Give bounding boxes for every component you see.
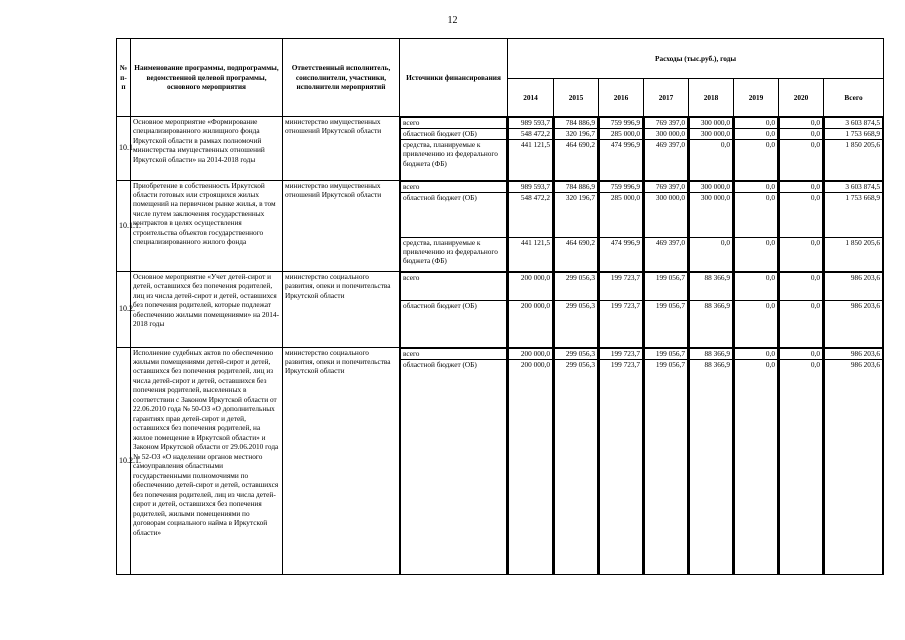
funding-source: областной бюджет (ОБ) [401,192,507,237]
page-number: 12 [447,15,458,26]
expense-value: 3 603 874,5 [825,181,883,192]
expense-value: 88 366,9 [690,359,733,574]
funding-source: всего [401,273,507,301]
table-row [117,117,884,181]
expense-value: 986 203,6 [825,273,883,301]
expense-value: 0,0 [780,181,823,192]
expense-value: 320 196,7 [555,129,598,140]
row-executor: министерство социального развития, опеки и попечительства Иркутской области [283,347,400,575]
expense-value: 0,0 [780,192,823,237]
expense-value: 784 886,9 [555,181,598,192]
expense-value: 0,0 [735,301,778,347]
expense-value: 0,0 [780,348,823,359]
expense-value: 0,0 [780,301,823,347]
expense-value: 320 196,7 [555,192,598,237]
funding-source: областной бюджет (ОБ) [401,359,507,574]
expense-value: 285 000,0 [600,192,643,237]
expense-value: 88 366,9 [690,273,733,301]
expense-value: 300 000,0 [690,181,733,192]
expense-value: 0,0 [780,359,823,574]
expense-value: 0,0 [735,359,778,574]
table-row [117,180,884,272]
expense-value: 759 996,9 [600,181,643,192]
expense-value: 0,0 [690,237,733,271]
row-program-name: Основное мероприятие «Учет детей-сирот и детей, оставшихся без попечения родителей, лиц из числа детей-сирот и детей, оставшихся без попечения родителей, которые подлежат обеспечению жилыми помещениями» на 2014-2018 годы [131,272,283,348]
row-number: 10.2. [117,272,131,348]
expense-value: 464 690,2 [555,140,598,180]
header-year: 2016 [599,79,644,117]
expense-value: 474 996,9 [600,237,643,271]
expense-value: 469 397,0 [645,140,688,180]
header-year: 2015 [554,79,599,117]
expense-value: 1 850 205,6 [825,237,883,271]
expense-value: 199 723,7 [600,359,643,574]
expense-value: 299 056,3 [555,301,598,347]
expense-value: 299 056,3 [555,348,598,359]
expense-value: 200 000,0 [509,348,553,359]
expense-value: 300 000,0 [690,129,733,140]
expense-value: 1 850 205,6 [825,140,883,180]
expense-value: 548 472,2 [509,192,553,237]
funding-source: всего [401,181,507,192]
expense-value: 1 753 668,9 [825,129,883,140]
expense-value: 986 203,6 [825,359,883,574]
expense-value: 199 723,7 [600,273,643,301]
header-year: 2018 [689,79,734,117]
expense-value: 464 690,2 [555,237,598,271]
expense-value: 1 753 668,9 [825,192,883,237]
expense-value: 0,0 [735,118,778,129]
funding-source: областной бюджет (ОБ) [401,301,507,347]
expense-value: 0,0 [780,140,823,180]
header-expenses: Расходы (тыс.руб.), годы [508,39,884,79]
expense-value: 88 366,9 [690,348,733,359]
expense-value: 441 121,5 [509,140,553,180]
expense-value: 285 000,0 [600,129,643,140]
row-number: 10.2.1. [117,347,131,575]
header-year: 2019 [734,79,779,117]
expense-value: 199 056,7 [645,301,688,347]
expense-value: 3 603 874,5 [825,118,883,129]
expense-value: 0,0 [735,140,778,180]
funding-source: всего [401,118,507,129]
funding-source: областной бюджет (ОБ) [401,129,507,140]
expense-value: 0,0 [735,237,778,271]
expense-value: 299 056,3 [555,273,598,301]
expense-value: 469 397,0 [645,237,688,271]
expense-value: 0,0 [690,140,733,180]
expense-value: 0,0 [735,273,778,301]
expense-value: 986 203,6 [825,348,883,359]
expense-value: 199 056,7 [645,359,688,574]
expense-value: 759 996,9 [600,118,643,129]
expense-value: 199 056,7 [645,273,688,301]
row-executor: министерство социального развития, опеки и попечительства Иркутской области [283,272,400,348]
expense-value: 548 472,2 [509,129,553,140]
header-executor: Ответственный исполнитель, соисполнители, участники, исполнители мероприятий [283,39,400,117]
expense-value: 784 886,9 [555,118,598,129]
expense-value: 474 996,9 [600,140,643,180]
header-sources: Источники финансирования [400,39,508,117]
expense-value: 0,0 [780,129,823,140]
header-name: Наименование программы, подпрограммы, ведомственной целевой программы, основного мероприятия [131,39,283,117]
expense-value: 769 397,0 [645,181,688,192]
expenses-table [116,38,884,575]
row-program-name: Исполнение судебных актов по обеспечению жилыми помещениями детей-сирот и детей, оставшихся без попечения родителей, лиц из числа детей-сирот и детей, оставшихся без попечения родителей, выселенных в соответствии с Законом Иркутской области от 22.06.2010 года № 50-ОЗ «О дополнительных гарантиях прав детей-сирот и детей, оставшихся без попечения родителей, на жилое помещение в Иркутской области» и Законом Иркутской области от 29.06.2010 года № 52-ОЗ «О наделении органов местного самоуправления областными государственными полномочиями по обеспечению детей-сирот и детей, оставшихся без попечения родителей, лиц из числа детей-сирот и детей, оставшихся без попечения родителей, жилыми помещениями по договорам социального найма в Иркутской области» [131,347,283,575]
expense-value: 0,0 [780,273,823,301]
row-executor: министерство имущественных отношений Иркутской области [283,117,400,181]
expense-value: 0,0 [780,118,823,129]
expense-value: 441 121,5 [509,237,553,271]
row-number: 10.1.1. [117,180,131,272]
expense-value: 300 000,0 [645,129,688,140]
expense-value: 0,0 [735,129,778,140]
expense-value: 199 056,7 [645,348,688,359]
expense-value: 200 000,0 [509,273,553,301]
table-row [117,272,884,348]
expense-value: 0,0 [735,348,778,359]
expense-value: 989 593,7 [509,118,553,129]
row-executor: министерство имущественных отношений Иркутской области [283,180,400,272]
expense-value: 989 593,7 [509,181,553,192]
expense-value: 200 000,0 [509,359,553,574]
header-year: 2020 [779,79,824,117]
header-year: 2017 [644,79,689,117]
row-program-name: Основное мероприятие «Формирование специализированного жилищного фонда Иркутской области в рамках полномочий министерства имущественных отношений Иркутской области» на 2014-2018 годы [131,117,283,181]
expense-value: 986 203,6 [825,301,883,347]
funding-source: средства, планируемые к привлечению из федерального бюджета (ФБ) [401,237,507,271]
row-number: 10.1. [117,117,131,181]
row-program-name: Приобретение в собственность Иркутской области готовых или строящихся жилых помещений на первичном рынке жилья, в том числе путем заключения государственных контрактов в целях осуществления строительства объектов государственного специализированного жилого фонда [131,180,283,272]
header-year: 2014 [508,79,554,117]
expense-value: 88 366,9 [690,301,733,347]
table-row [117,347,884,575]
funding-source: всего [401,348,507,359]
expense-value: 0,0 [780,237,823,271]
header-year: Всего [824,79,884,117]
expense-value: 200 000,0 [509,301,553,347]
expense-value: 199 723,7 [600,348,643,359]
expense-value: 299 056,3 [555,359,598,574]
header-num: № п-п [117,39,131,117]
funding-source: средства, планируемые к привлечению из федерального бюджета (ФБ) [401,140,507,180]
table-body [117,117,884,575]
expense-value: 300 000,0 [645,192,688,237]
expense-value: 199 723,7 [600,301,643,347]
expense-value: 769 397,0 [645,118,688,129]
expense-value: 0,0 [735,192,778,237]
expense-value: 300 000,0 [690,192,733,237]
expense-value: 300 000,0 [690,118,733,129]
expense-value: 0,0 [735,181,778,192]
